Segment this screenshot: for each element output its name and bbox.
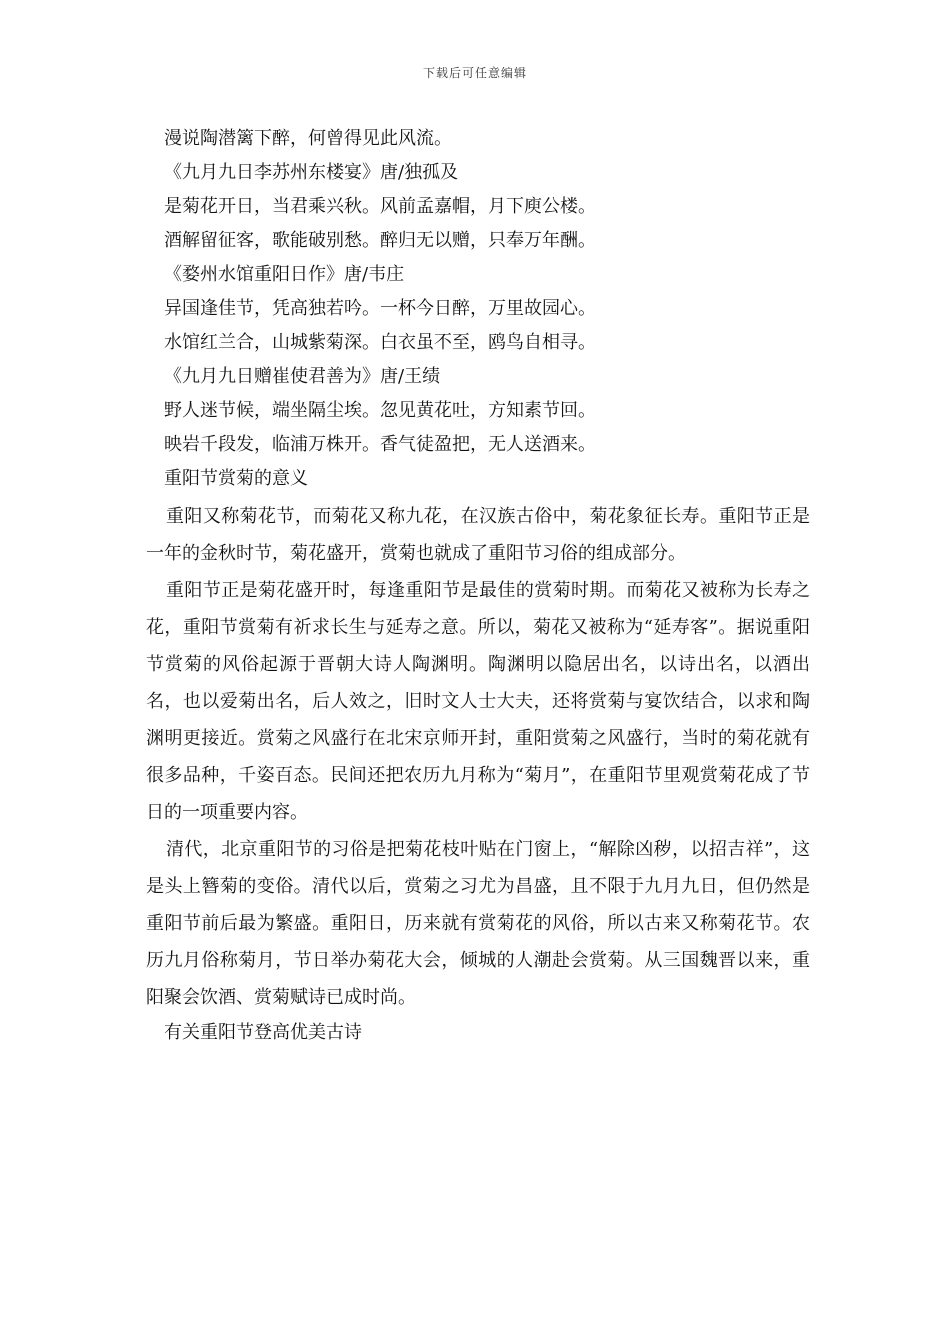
closing-title: 有关重阳节登高优美古诗 xyxy=(164,1022,362,1043)
poem-line: 野人迷节候，端坐隔尘埃。忽见黄花吐，方知素节回。 xyxy=(164,400,596,421)
poem-title: 《九月九日李苏州东楼宴》唐/独孤及 xyxy=(164,162,459,183)
poem-line: 映岩千段发，临浦万株开。香气徒盈把，无人送酒来。 xyxy=(164,434,596,455)
poem-line: 异国逢佳节，凭高独若吟。一杯今日醉，万里故园心。 xyxy=(164,298,596,319)
poem-line: 酒解留征客，歌能破别愁。醉归无以赠，只奉万年酬。 xyxy=(164,230,596,251)
page-header: 下载后可任意编辑 xyxy=(422,66,527,80)
poem-line: 漫说陶潜篱下醉，何曾得见此风流。 xyxy=(164,128,452,149)
poem-title: 《九月九日赠崔使君善为》唐/王绩 xyxy=(164,366,441,387)
body-paragraph: 清代，北京重阳节的习俗是把菊花枝叶贴在门窗上，“解除凶秽，以招吉祥”，这是头上簪菊的变俗。清代以后，赏菊之习尤为昌盛，且不限于九月九日，但仍然是重阳节前后最为繁盛。重阳日，历来就有赏菊花的风俗，所以古来又称菊花节。农历九月俗称菊月，节日举办菊花大会，倾城的人潮赴会赏菊。从三国魏晋以来，重阳聚会饮酒、赏菊赋诗已成时尚。 xyxy=(146,839,810,1008)
poem-title: 《婺州水馆重阳日作》唐/韦庄 xyxy=(164,264,405,285)
poem-line: 水馆红兰合，山城紫菊深。白衣虽不至，鸥鸟自相寻。 xyxy=(164,332,596,353)
body-paragraph: 重阳又称菊花节，而菊花又称九花，在汉族古俗中，菊花象征长寿。重阳节正是一年的金秋时节，菊花盛开，赏菊也就成了重阳节习俗的组成部分。 xyxy=(146,506,810,564)
section-title: 重阳节赏菊的意义 xyxy=(164,468,308,489)
body-paragraph: 重阳节正是菊花盛开时，每逢重阳节是最佳的赏菊时期。而菊花又被称为长寿之花，重阳节赏菊有祈求长生与延寿之意。所以，菊花又被称为“延寿客”。据说重阳节赏菊的风俗起源于晋朝大诗人陶渊明。陶渊明以隐居出名，以诗出名，以酒出名，也以爱菊出名，后人效之，旧时文人士大夫，还将赏菊与宴饮结合，以求和陶渊明更接近。赏菊之风盛行在北宋京师开封，重阳赏菊之风盛行，当时的菊花就有很多品种，千姿百态。民间还把农历九月称为“菊月”，在重阳节里观赏菊花成了节日的一项重要内容。 xyxy=(146,580,810,823)
poem-line: 是菊花开日，当君乘兴秋。风前孟嘉帽，月下庾公楼。 xyxy=(164,196,596,217)
document-body xyxy=(146,122,810,1052)
